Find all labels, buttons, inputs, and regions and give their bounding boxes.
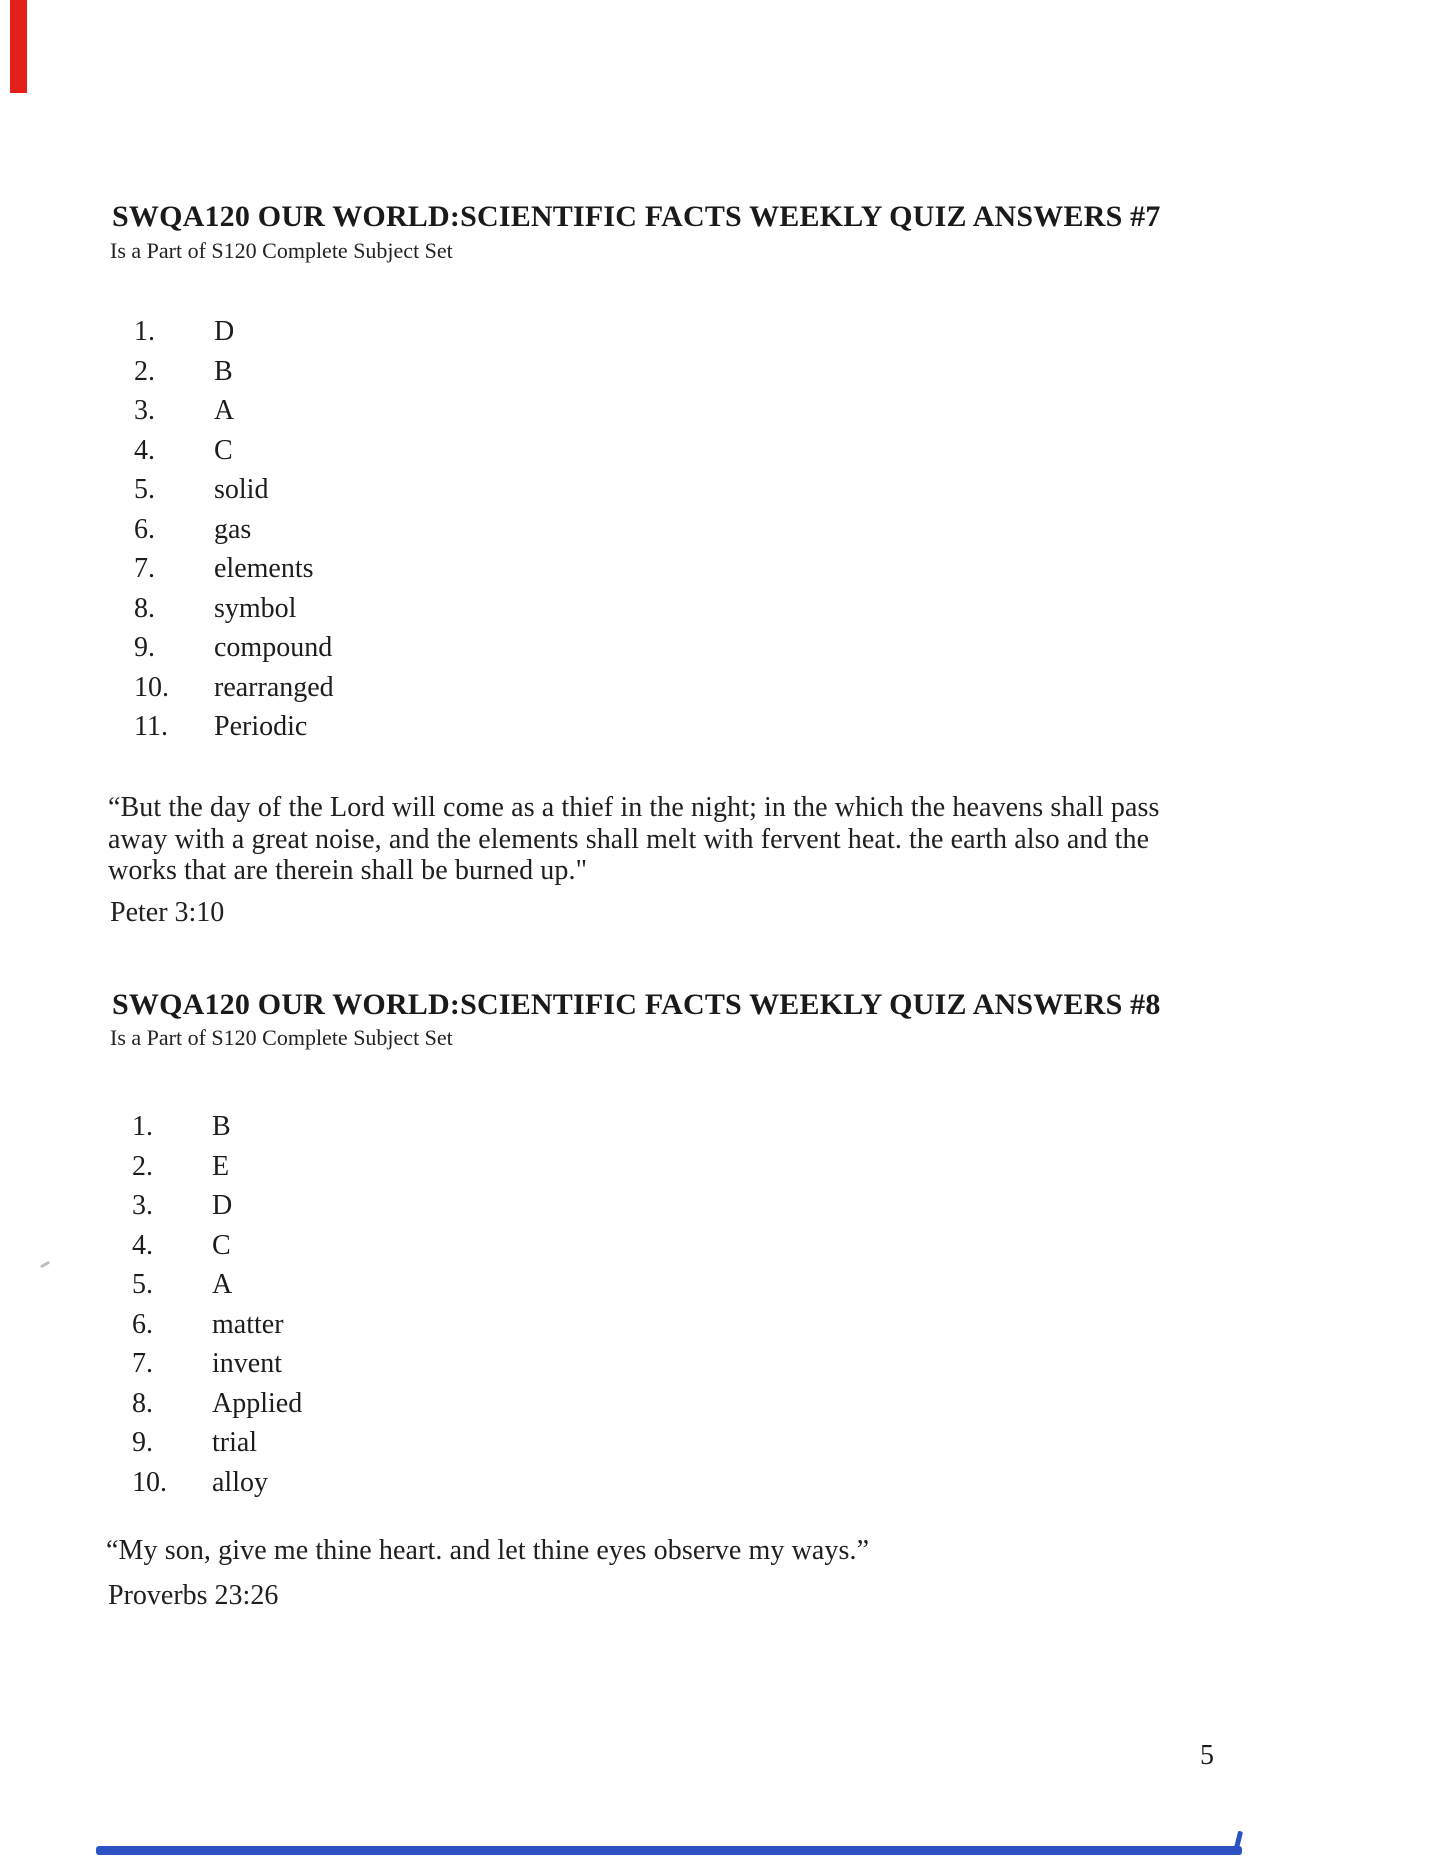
answer-number: 8. bbox=[134, 592, 155, 624]
answer-text: A bbox=[212, 1269, 233, 1300]
answer-text: solid bbox=[214, 474, 269, 505]
answer-row bbox=[132, 1344, 302, 1384]
answer-row bbox=[134, 391, 334, 431]
answer-row bbox=[132, 1463, 302, 1503]
answer-row bbox=[134, 668, 334, 708]
scan-artifact-stray-mark bbox=[40, 1261, 50, 1268]
answer-text: D bbox=[212, 1190, 233, 1221]
section-7-answer-list bbox=[134, 312, 334, 747]
section-7-scripture-reference: Peter 3:10 bbox=[110, 897, 225, 928]
quote-line: works that are therein shall be burned up." bbox=[108, 855, 588, 887]
answer-row bbox=[134, 589, 334, 629]
scan-artifact-blue-line-tick bbox=[1234, 1831, 1243, 1850]
answer-number: 9. bbox=[134, 632, 155, 663]
answer-row bbox=[134, 312, 334, 352]
quote-line: away with a great noise, and the elements shall melt with fervent heat. the earth also and the bbox=[108, 823, 1150, 855]
answer-text: matter bbox=[212, 1308, 284, 1340]
answer-number: 3. bbox=[132, 1190, 153, 1221]
quote-line: “My son, give me thine heart. and let thine eyes observe my ways.” bbox=[106, 1535, 870, 1566]
answer-number: 7. bbox=[134, 553, 155, 584]
answer-row bbox=[132, 1384, 302, 1424]
answer-number: 10. bbox=[134, 671, 169, 703]
section-8-answer-list bbox=[132, 1107, 302, 1502]
answer-row bbox=[134, 470, 334, 510]
answer-row bbox=[134, 510, 334, 550]
answer-number: 3. bbox=[134, 395, 155, 426]
answer-number: 1. bbox=[132, 1111, 153, 1142]
answer-row bbox=[132, 1107, 302, 1147]
section-8-title: SWQA120 OUR WORLD:SCIENTIFIC FACTS WEEKLY QUIZ ANSWERS #8 bbox=[112, 988, 1161, 1021]
answer-row bbox=[132, 1186, 302, 1226]
answer-row bbox=[134, 352, 334, 392]
answer-text: C bbox=[212, 1229, 231, 1261]
answer-text: Periodic bbox=[214, 711, 308, 742]
answer-text: E bbox=[212, 1150, 230, 1182]
answer-text: elements bbox=[214, 553, 314, 584]
answer-text: invent bbox=[212, 1348, 282, 1379]
answer-row bbox=[132, 1305, 302, 1345]
answer-text: rearranged bbox=[214, 671, 334, 703]
section-7-title: SWQA120 OUR WORLD:SCIENTIFIC FACTS WEEKLY QUIZ ANSWERS #7 bbox=[112, 200, 1161, 233]
answer-row bbox=[132, 1226, 302, 1266]
section-8-subtitle: Is a Part of S120 Complete Subject Set bbox=[110, 1025, 453, 1050]
section-7-subtitle: Is a Part of S120 Complete Subject Set bbox=[110, 238, 453, 263]
answer-row bbox=[134, 707, 334, 747]
answer-number: 6. bbox=[134, 513, 155, 545]
answer-text: trial bbox=[212, 1427, 258, 1458]
answer-text: D bbox=[214, 316, 235, 347]
answer-text: B bbox=[214, 355, 233, 387]
answer-number: 4. bbox=[132, 1229, 153, 1261]
answer-text: C bbox=[214, 434, 233, 466]
answer-row bbox=[132, 1423, 302, 1463]
quote-line: “But the day of the Lord will come as a thief in the night; in the which the heavens shall pass bbox=[108, 792, 1160, 823]
section-8-scripture-reference: Proverbs 23:26 bbox=[108, 1580, 279, 1611]
answer-text: compound bbox=[214, 632, 333, 663]
scan-artifact-blue-line bbox=[96, 1846, 1242, 1855]
scan-artifact-red-bar bbox=[10, 0, 27, 93]
answer-row bbox=[134, 628, 334, 668]
answer-number: 5. bbox=[132, 1269, 153, 1300]
answer-row bbox=[132, 1147, 302, 1187]
page-number: 5 bbox=[1200, 1740, 1214, 1771]
answer-number: 5. bbox=[134, 474, 155, 505]
answer-number: 7. bbox=[132, 1348, 153, 1379]
answer-row bbox=[134, 549, 334, 589]
answer-number: 1. bbox=[134, 316, 155, 347]
section-7-quote bbox=[108, 792, 1159, 887]
answer-row bbox=[132, 1265, 302, 1305]
answer-number: 4. bbox=[134, 434, 155, 466]
answer-number: 10. bbox=[132, 1466, 167, 1498]
answer-text: gas bbox=[214, 513, 252, 545]
answer-number: 6. bbox=[132, 1308, 153, 1340]
answer-text: B bbox=[212, 1111, 231, 1142]
answer-number: 11. bbox=[134, 711, 168, 742]
answer-number: 2. bbox=[132, 1150, 153, 1182]
answer-text: alloy bbox=[212, 1466, 268, 1498]
section-8-quote bbox=[106, 1535, 869, 1567]
answer-text: symbol bbox=[214, 592, 297, 624]
answer-row bbox=[134, 431, 334, 471]
answer-number: 8. bbox=[132, 1387, 153, 1419]
answer-number: 9. bbox=[132, 1427, 153, 1458]
answer-text: A bbox=[214, 395, 235, 426]
answer-number: 2. bbox=[134, 355, 155, 387]
answer-text: Applied bbox=[212, 1387, 303, 1419]
